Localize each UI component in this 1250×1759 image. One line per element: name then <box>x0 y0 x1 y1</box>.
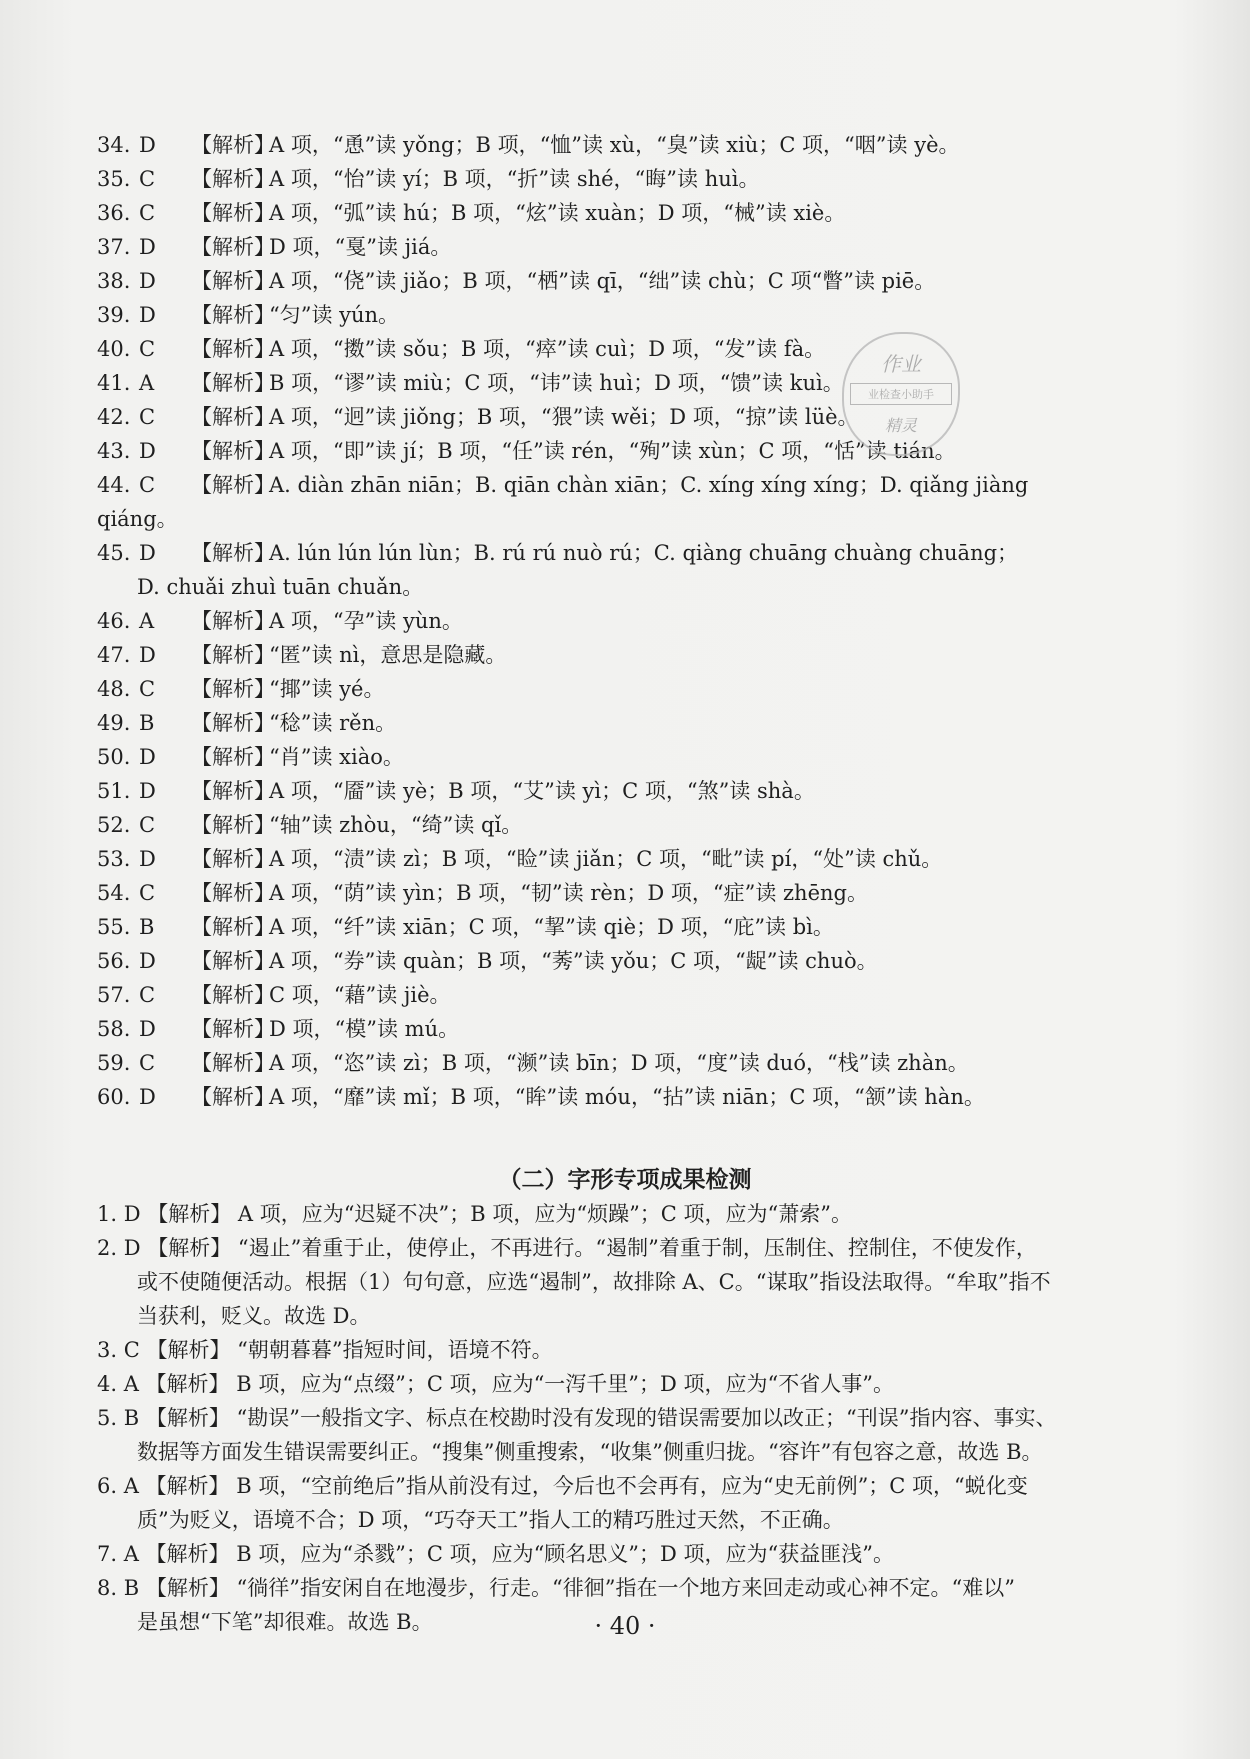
answer-row <box>97 468 1157 502</box>
part2-line: “徜徉”指安闲自在地漫步，行走。“徘徊”指在一个地方来回走动或心神不定。“难以” <box>236 1576 1015 1600</box>
answer-row <box>97 434 1157 468</box>
answer-choice: C <box>139 1051 156 1075</box>
answer-text: A 项，“即”读 jí；B 项，“任”读 rén，“殉”读 xùn；C 项，“恬”读 tián。 <box>269 439 956 463</box>
answer-text: A 项，“渍”读 zì；B 项，“睑”读 jiǎn；C 项，“毗”读 pí，“处”读 chǔ。 <box>269 847 943 871</box>
answer-choice: D <box>139 269 156 293</box>
analysis-tag: 【解析】 <box>191 235 275 259</box>
analysis-tag: 【解析】 <box>191 779 275 803</box>
answer-text: A 项，“靡”读 mǐ；B 项，“眸”读 móu，“拈”读 niān；C 项，“颔”读 hàn。 <box>269 1085 985 1109</box>
answer-continuation: D. chuǎi zhuì tuān chuǎn。 <box>137 575 424 599</box>
analysis-tag: 【解析】 <box>191 133 275 157</box>
answer-number: 41. <box>97 371 131 395</box>
answer-text: A 项，“恿”读 yǒng；B 项，“恤”读 xù，“臭”读 xiù；C 项，“咽”读 yè。 <box>269 133 960 157</box>
answer-row <box>97 740 1157 774</box>
part2-line: “遏止”着重于止，使停止，不再进行。“遏制”着重于制，压制住、控制住，不使发作， <box>237 1236 1037 1260</box>
answer-number: 57. <box>97 983 131 1007</box>
part2-head: 5. B 【解析】 <box>97 1406 230 1430</box>
answer-row <box>97 400 1157 434</box>
analysis-tag: 【解析】 <box>191 371 275 395</box>
answer-choice: D <box>139 779 156 803</box>
answer-row <box>97 162 1157 196</box>
answer-choice: C <box>139 881 156 905</box>
analysis-tag: 【解析】 <box>191 609 275 633</box>
answer-choice: D <box>139 1085 156 1109</box>
answer-text: A 项，“靥”读 yè；B 项，“艾”读 yì；C 项，“煞”读 shà。 <box>269 779 815 803</box>
answer-choice: C <box>139 983 156 1007</box>
answer-choice: D <box>139 1017 156 1041</box>
answer-text: A 项，“荫”读 yìn；B 项，“韧”读 rèn；D 项，“症”读 zhēng。 <box>269 881 868 905</box>
answer-text: A 项，“擞”读 sǒu；B 项，“瘁”读 cuì；D 项，“发”读 fà。 <box>269 337 826 361</box>
answer-choice: D <box>139 949 156 973</box>
answer-row <box>97 332 1157 366</box>
part2-head: 1. D 【解析】 <box>97 1202 232 1226</box>
answer-text: A 项，“迥”读 jiǒng；B 项，“猥”读 wěi；D 项，“掠”读 lüè。 <box>269 405 859 429</box>
answer-text: A 项，“券”读 quàn；B 项，“莠”读 yǒu；C 项，“龊”读 chuò。 <box>269 949 878 973</box>
answer-row <box>97 876 1157 910</box>
answer-row <box>97 672 1157 706</box>
part2-line: 质”为贬义，语境不合；D 项，“巧夺天工”指人工的精巧胜过天然，不正确。 <box>137 1508 844 1532</box>
answer-choice: A <box>139 609 155 633</box>
answer-number: 58. <box>97 1017 131 1041</box>
part2-line: 是虽想“下笔”却很难。故选 B。 <box>137 1610 433 1634</box>
answer-text: B 项，“谬”读 miù；C 项，“讳”读 huì；D 项，“馈”读 kuì。 <box>269 371 844 395</box>
part2-item <box>97 1231 1157 1333</box>
answer-choice: C <box>139 405 156 429</box>
answer-row <box>97 944 1157 978</box>
answer-text: “匿”读 nì，意思是隐藏。 <box>269 643 507 667</box>
analysis-tag: 【解析】 <box>191 303 275 327</box>
section-title: （二）字形专项成果检测 <box>498 1167 752 1193</box>
answer-row <box>97 910 1157 944</box>
answer-number: 37. <box>97 235 131 259</box>
answer-number: 42. <box>97 405 131 429</box>
part2-line: “勘误”一般指文字、标点在校勘时没有发现的错误需要加以改正；“刊误”指内容、事实、 <box>236 1406 1057 1430</box>
stamp-logo <box>842 332 960 456</box>
answer-number: 56. <box>97 949 131 973</box>
analysis-tag: 【解析】 <box>191 269 275 293</box>
answer-row <box>97 978 1157 1012</box>
stamp-line1: 作业 <box>881 352 921 376</box>
analysis-tag: 【解析】 <box>191 541 275 565</box>
answer-text: A 项，“孕”读 yùn。 <box>269 609 463 633</box>
analysis-tag: 【解析】 <box>191 643 275 667</box>
part2-item <box>97 1469 1157 1537</box>
part2-line: B 项，应为“杀戮”；C 项，应为“顾名思义”；D 项，应为“获益匪浅”。 <box>236 1542 895 1566</box>
answer-choice: B <box>139 915 155 939</box>
answer-row <box>97 1046 1157 1080</box>
analysis-tag: 【解析】 <box>191 915 275 939</box>
answer-choice: B <box>139 711 155 735</box>
part2-line: 数据等方面发生错误需要纠正。“搜集”侧重搜索，“收集”侧重归拢。“容许”有包容之意，故选 B。 <box>137 1440 1043 1464</box>
part2-line: “朝朝暮暮”指短时间，语境不符。 <box>237 1338 553 1362</box>
answer-text: A 项，“纤”读 xiān；C 项，“挈”读 qiè；D 项，“庇”读 bì。 <box>269 915 834 939</box>
answer-row <box>97 808 1157 842</box>
answer-choice: D <box>139 133 156 157</box>
part2-line: B 项，应为“点缀”；C 项，应为“一泻千里”；D 项，应为“不省人事”。 <box>236 1372 895 1396</box>
answer-text: A. lún lún lún lùn；B. rú rú nuò rú；C. qiàng chuāng chuàng chuāng； <box>269 541 1019 565</box>
answer-row <box>97 128 1157 162</box>
answer-choice: C <box>139 201 156 225</box>
answer-number: 38. <box>97 269 131 293</box>
answer-text: A 项，“恣”读 zì；B 项，“濒”读 bīn；D 项，“度”读 duó，“栈”读 zhàn。 <box>269 1051 969 1075</box>
answer-number: 43. <box>97 439 131 463</box>
part2-head: 3. C 【解析】 <box>97 1338 231 1362</box>
answer-text: C 项，“藉”读 jiè。 <box>269 983 451 1007</box>
answer-number: 59. <box>97 1051 131 1075</box>
answer-choice: C <box>139 473 156 497</box>
answer-choice: D <box>139 745 156 769</box>
answer-choice: C <box>139 337 156 361</box>
answer-number: 39. <box>97 303 131 327</box>
part2-head: 6. A 【解析】 <box>97 1474 230 1498</box>
analysis-tag: 【解析】 <box>191 473 275 497</box>
answer-number: 47. <box>97 643 131 667</box>
answer-text: A 项，“侥”读 jiǎo；B 项，“栖”读 qī，“绌”读 chù；C 项“瞥”读 piē。 <box>269 269 936 293</box>
answer-choice: D <box>139 439 156 463</box>
answer-text: A. diàn zhān niān；B. qiān chàn xiān；C. xíng xíng xíng；D. qiǎng jiàng <box>269 473 1029 497</box>
answer-row <box>97 604 1157 638</box>
answer-row <box>97 842 1157 876</box>
answer-number: 52. <box>97 813 131 837</box>
analysis-tag: 【解析】 <box>191 711 275 735</box>
answer-choice: A <box>139 371 155 395</box>
stamp-line2: 业检查小助手 <box>850 383 952 405</box>
answer-choice: C <box>139 167 156 191</box>
answer-text: “揶”读 yé。 <box>269 677 385 701</box>
answer-number: 53. <box>97 847 131 871</box>
answer-number: 40. <box>97 337 131 361</box>
answer-choice: D <box>139 643 156 667</box>
answer-text: A 项，“弧”读 hú；B 项，“炫”读 xuàn；D 项，“械”读 xiè。 <box>269 201 846 225</box>
answer-choice: D <box>139 541 156 565</box>
part2-head: 8. B 【解析】 <box>97 1576 230 1600</box>
answer-row <box>97 536 1157 570</box>
answer-choice: D <box>139 235 156 259</box>
analysis-tag: 【解析】 <box>191 167 275 191</box>
answer-row <box>97 230 1157 264</box>
analysis-tag: 【解析】 <box>191 881 275 905</box>
answer-text: A 项，“怡”读 yí；B 项，“折”读 shé，“晦”读 huì。 <box>269 167 760 191</box>
analysis-tag: 【解析】 <box>191 337 275 361</box>
answer-number: 48. <box>97 677 131 701</box>
part2-item <box>97 1537 1157 1571</box>
answer-row <box>97 706 1157 740</box>
analysis-tag: 【解析】 <box>191 677 275 701</box>
answer-continuation: qiáng。 <box>97 507 178 531</box>
page-number: · 40 · <box>594 1612 656 1640</box>
part2-head: 7. A 【解析】 <box>97 1542 230 1566</box>
analysis-tag: 【解析】 <box>191 1017 275 1041</box>
answer-number: 54. <box>97 881 131 905</box>
answer-row <box>97 1080 1157 1114</box>
answer-number: 36. <box>97 201 131 225</box>
stamp-line3: 精灵 <box>884 416 917 435</box>
part2-list <box>97 1197 1157 1639</box>
answer-number: 44. <box>97 473 131 497</box>
answer-choice: C <box>139 813 156 837</box>
answer-choice: D <box>139 303 156 327</box>
answer-number: 50. <box>97 745 131 769</box>
answer-choice: D <box>139 847 156 871</box>
analysis-tag: 【解析】 <box>191 1051 275 1075</box>
analysis-tag: 【解析】 <box>191 405 275 429</box>
analysis-tag: 【解析】 <box>191 201 275 225</box>
part2-item <box>97 1401 1157 1469</box>
part2-head: 4. A 【解析】 <box>97 1372 230 1396</box>
analysis-tag: 【解析】 <box>191 745 275 769</box>
analysis-tag: 【解析】 <box>191 1085 275 1109</box>
answer-choice: C <box>139 677 156 701</box>
analysis-tag: 【解析】 <box>191 439 275 463</box>
answer-number: 35. <box>97 167 131 191</box>
part2-item <box>97 1367 1157 1401</box>
analysis-tag: 【解析】 <box>191 847 275 871</box>
answer-number: 60. <box>97 1085 131 1109</box>
answer-text: “匀”读 yún。 <box>269 303 400 327</box>
answer-text: D 项，“模”读 mú。 <box>269 1017 460 1041</box>
answer-row <box>97 298 1157 332</box>
answer-text: “稔”读 rěn。 <box>269 711 397 735</box>
answer-text: “轴”读 zhòu，“绮”读 qǐ。 <box>269 813 523 837</box>
answer-row <box>97 196 1157 230</box>
answer-row <box>97 1012 1157 1046</box>
answer-row <box>97 264 1157 298</box>
answer-number: 46. <box>97 609 131 633</box>
part2-line: 当获利，贬义。故选 D。 <box>137 1304 371 1328</box>
analysis-tag: 【解析】 <box>191 813 275 837</box>
part2-line: B 项，“空前绝后”指从前没有过，今后也不会再有，应为“史无前例”；C 项，“蜕化变 <box>236 1474 1028 1498</box>
part2-line: 或不使随便活动。根据（1）句句意，应选“遏制”，故排除 A、C。“谋取”指设法取得。“牟取”指不 <box>137 1270 1051 1294</box>
part2-item <box>97 1333 1157 1367</box>
answer-number: 45. <box>97 541 131 565</box>
answer-row <box>97 774 1157 808</box>
analysis-tag: 【解析】 <box>191 983 275 1007</box>
answer-row <box>97 366 1157 400</box>
part2-item <box>97 1197 1157 1231</box>
answer-number: 49. <box>97 711 131 735</box>
answer-row <box>97 638 1157 672</box>
part2-head: 2. D 【解析】 <box>97 1236 232 1260</box>
part2-line: A 项，应为“迟疑不决”；B 项，应为“烦躁”；C 项，应为“萧索”。 <box>237 1202 853 1226</box>
answer-text: “肖”读 xiào。 <box>269 745 404 769</box>
answer-number: 34. <box>97 133 131 157</box>
analysis-tag: 【解析】 <box>191 949 275 973</box>
answer-number: 51. <box>97 779 131 803</box>
answer-text: D 项，“戛”读 jiá。 <box>269 235 452 259</box>
answer-number: 55. <box>97 915 131 939</box>
answer-list <box>97 128 1157 1114</box>
